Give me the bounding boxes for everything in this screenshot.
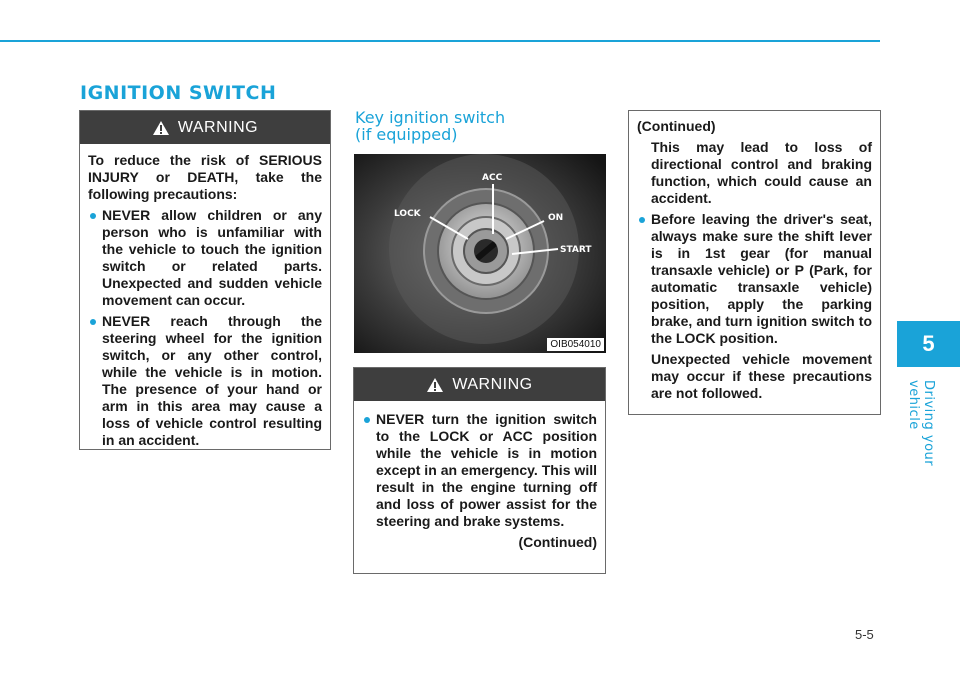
warning-box-middle	[353, 367, 606, 574]
warning-paragraph: This may lead to loss of directional control and braking function, which could cause an accident.	[651, 139, 872, 206]
acc-label: ACC	[482, 173, 503, 183]
warning-body	[629, 111, 880, 412]
continued-note: (Continued)	[518, 534, 597, 550]
chapter-tab: 5	[897, 321, 960, 367]
warning-triangle-icon	[426, 377, 444, 393]
key-switch-heading-line2: (if equipped)	[355, 125, 458, 144]
warning-bullets	[88, 207, 322, 449]
warning-bullets	[362, 411, 597, 530]
warning-heading: WARNING	[177, 118, 259, 136]
warning-bullet: Before leaving the driver's seat, always make sure the shift lever is in 1st gear (for manual transaxle vehicle) or P (Park, for automatic transaxle vehicle) position, apply the parking brake, and turn ignition switch to the LOCK position.	[637, 211, 872, 347]
top-rule	[0, 40, 880, 42]
warning-triangle-icon	[152, 120, 170, 136]
warning-paragraph: Unexpected vehicle movement may occur if these precautions are not followed.	[651, 351, 872, 401]
warning-box-right	[628, 110, 881, 415]
warning-heading: WARNING	[452, 375, 533, 393]
warning-body	[354, 401, 605, 561]
warning-bullet: NEVER reach through the steering wheel for the ignition switch, or any other control, while the vehicle is in motion. The presence of your hand or arm in this area may cause a loss of vehicle control resulting in an accident.	[88, 313, 322, 449]
warning-header	[354, 368, 605, 401]
warning-bullets	[637, 211, 872, 347]
warning-bullet: NEVER turn the ignition switch to the LOCK or ACC position while the vehicle is in motion except in an emergency. This will result in the engine turning off and loss of power assist for the steering and brake systems.	[362, 411, 597, 530]
chapter-label: Driving your vehicle	[906, 380, 936, 467]
key-switch-heading	[355, 109, 605, 143]
start-label: START	[560, 245, 592, 255]
warning-body	[80, 144, 330, 459]
ignition-switch-illustration	[354, 154, 606, 353]
ignition-switch-figure	[354, 154, 606, 353]
figure-code: OIB054010	[547, 338, 604, 351]
on-label: ON	[548, 213, 564, 223]
warning-box-left	[79, 110, 331, 450]
lock-label: LOCK	[394, 209, 421, 219]
warning-bullet: NEVER allow children or any person who is unfamiliar with the vehicle to touch the ignition switch or related parts. Unexpected and sudden vehicle movement can occur.	[88, 207, 322, 309]
warning-intro: To reduce the risk of SERIOUS INJURY or DEATH, take the following precautions:	[88, 152, 322, 202]
page-number: 5-5	[855, 627, 874, 642]
continued-note: (Continued)	[637, 118, 716, 134]
section-title: IGNITION SWITCH	[80, 82, 277, 104]
warning-header	[80, 111, 330, 144]
key-switch-heading-line1: Key ignition switch	[355, 108, 506, 127]
